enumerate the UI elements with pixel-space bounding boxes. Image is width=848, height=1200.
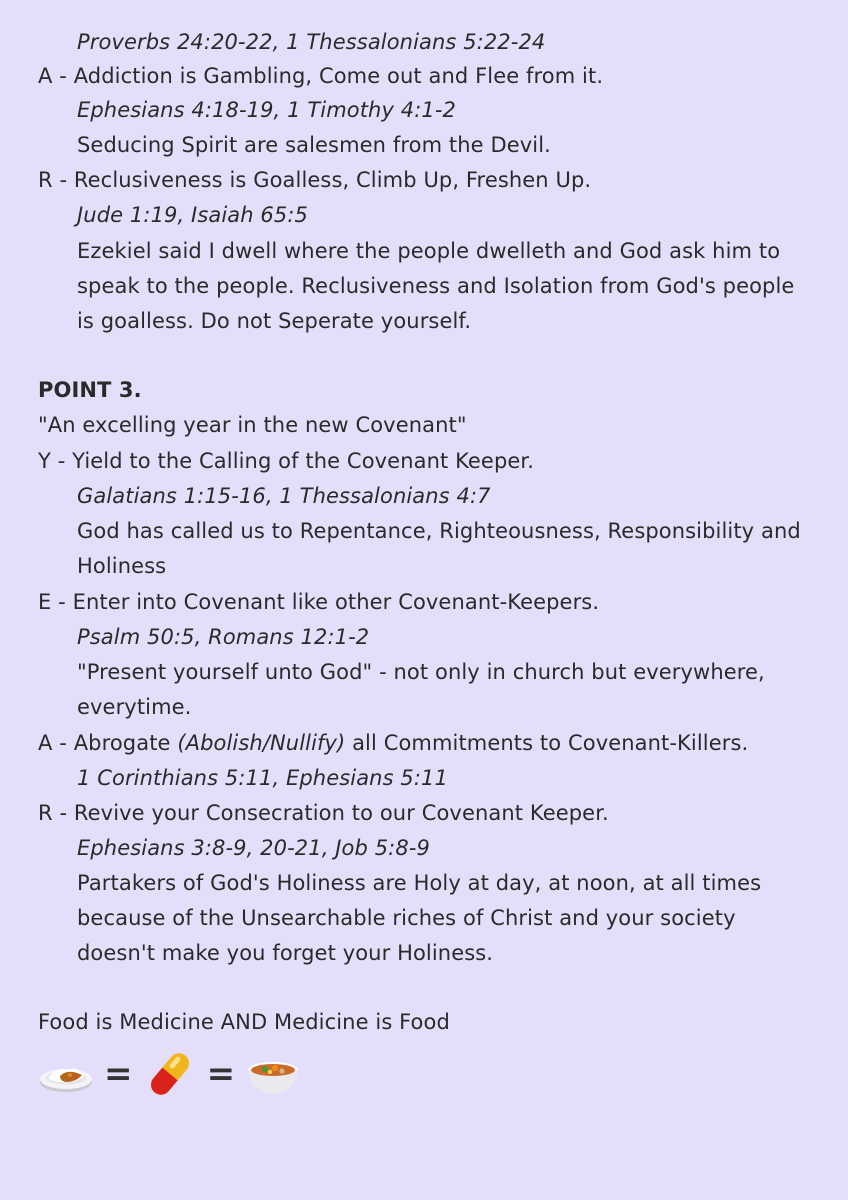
- acronym-line-a2: [38, 731, 748, 755]
- acronym-parenthetical: (Abolish/Nullify): [177, 731, 346, 755]
- closing-text: Food is Medicine AND Medicine is Food: [38, 1010, 450, 1034]
- acronym-line-r: R - Reclusiveness is Goalless, Climb Up, Freshen Up.: [38, 168, 592, 192]
- pill-icon: [143, 1047, 197, 1101]
- body-text: is goalless. Do not Seperate yourself.: [77, 309, 472, 333]
- body-text: Partakers of God's Holiness are Holy at day, at noon, at all times: [77, 871, 762, 895]
- equals-sign: =: [104, 1054, 133, 1094]
- body-text: doesn't make you forget your Holiness.: [77, 941, 494, 965]
- acronym-text: all Commitments to Covenant-Killers.: [345, 731, 749, 755]
- body-text: Seducing Spirit are salesmen from the Devil.: [77, 133, 551, 157]
- point-subtitle: "An excelling year in the new Covenant": [38, 413, 467, 437]
- scripture-reference: 1 Corinthians 5:11, Ephesians 5:11: [77, 766, 448, 790]
- emoji-equation: [38, 1046, 301, 1102]
- equals-sign: =: [206, 1054, 236, 1094]
- body-text: Ezekiel said I dwell where the people dwelleth and God ask him to: [77, 239, 781, 263]
- body-text: speak to the people. Reclusiveness and Isolation from God's people: [77, 274, 795, 298]
- body-text: Holiness: [77, 554, 167, 578]
- body-text: everytime.: [77, 695, 192, 719]
- scripture-reference: Ephesians 4:18-19, 1 Timothy 4:1-2: [77, 98, 456, 122]
- acronym-line-a: A - Addiction is Gambling, Come out and Flee from it.: [38, 64, 604, 88]
- scripture-reference: Ephesians 3:8-9, 20-21, Job 5:8-9: [77, 836, 430, 860]
- body-text: "Present yourself unto God" - not only in church but everywhere,: [77, 660, 765, 684]
- scripture-reference: Proverbs 24:20-22, 1 Thessalonians 5:22-24: [77, 30, 546, 54]
- acronym-text: A - Abrogate: [38, 731, 178, 755]
- body-text: God has called us to Repentance, Righteousness, Responsibility and: [77, 519, 801, 543]
- scripture-reference: Galatians 1:15-16, 1 Thessalonians 4:7: [77, 484, 491, 508]
- acronym-line-y: Y - Yield to the Calling of the Covenant Keeper.: [38, 449, 534, 473]
- stew-bowl-icon: [245, 1050, 301, 1098]
- scripture-reference: Jude 1:19, Isaiah 65:5: [77, 203, 308, 227]
- body-text: because of the Unsearchable riches of Christ and your society: [77, 906, 736, 930]
- acronym-line-r2: R - Revive your Consecration to our Covenant Keeper.: [38, 801, 609, 825]
- scripture-reference: Psalm 50:5, Romans 12:1-2: [77, 625, 370, 649]
- acronym-line-e: E - Enter into Covenant like other Covenant-Keepers.: [38, 590, 600, 614]
- curry-rice-icon: [38, 1052, 94, 1096]
- point-heading: POINT 3.: [38, 378, 142, 402]
